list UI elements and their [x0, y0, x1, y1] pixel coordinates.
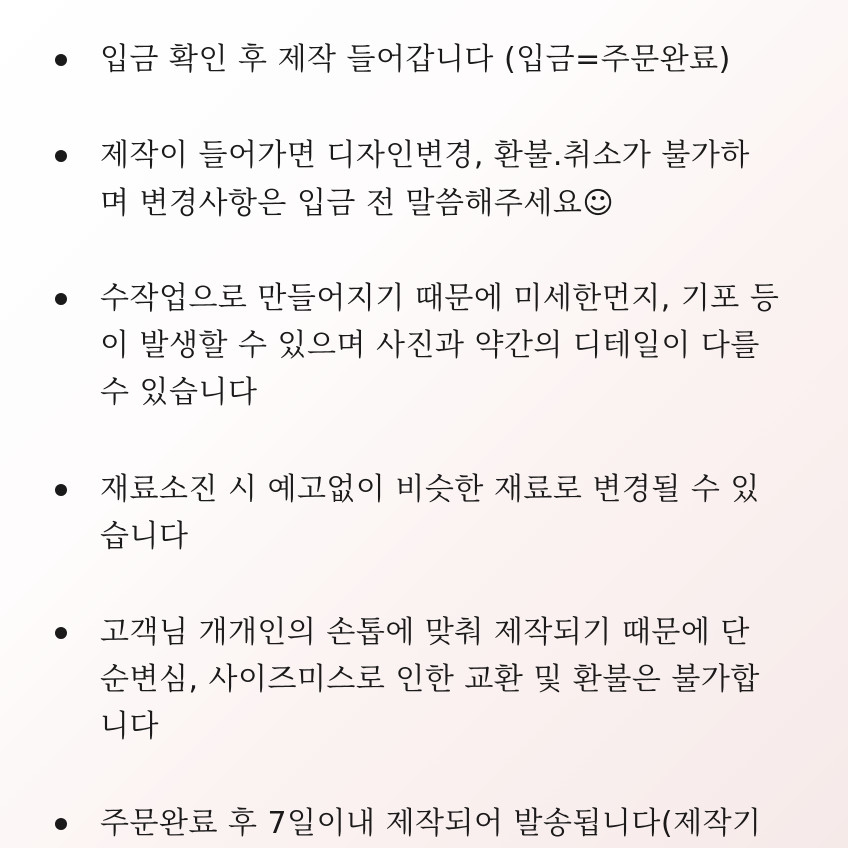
- bullet-icon: [55, 150, 67, 162]
- bullet-icon: [55, 54, 67, 66]
- notice-line: 이 발생할 수 있으며 사진과 약간의 디테일이 다를: [100, 328, 760, 363]
- notice-line: 고객님 개개인의 손톱에 맞춰 제작되기 때문에 단: [100, 615, 750, 650]
- notice-line: 제작이 들어가면 디자인변경, 환불.취소가 불가하: [100, 138, 750, 173]
- notice-line: 수작업으로 만들어지기 때문에 미세한먼지, 기포 등: [100, 281, 780, 316]
- notice-line: 입금 확인 후 제작 들어갑니다 (입금=주문완료): [100, 42, 731, 77]
- bullet-icon: [55, 818, 67, 830]
- bullet-icon: [55, 627, 67, 639]
- bullet-icon: [55, 484, 67, 496]
- notice-line: 재료소진 시 예고없이 비슷한 재료로 변경될 수 있: [100, 472, 760, 507]
- notice-line: 습니다: [100, 519, 189, 554]
- notice-line: 니다: [100, 709, 159, 744]
- bullet-icon: [55, 293, 67, 305]
- notice-line: 수 있습니다: [100, 375, 258, 410]
- notice-line: 주문완료 후 7일이내 제작되어 발송됩니다(제작기: [100, 806, 762, 841]
- notice-line: 순변심, 사이즈미스로 인한 교환 및 환불은 불가합: [100, 662, 760, 697]
- notice-line: 며 변경사항은 입금 전 말씀해주세요☺: [100, 186, 615, 221]
